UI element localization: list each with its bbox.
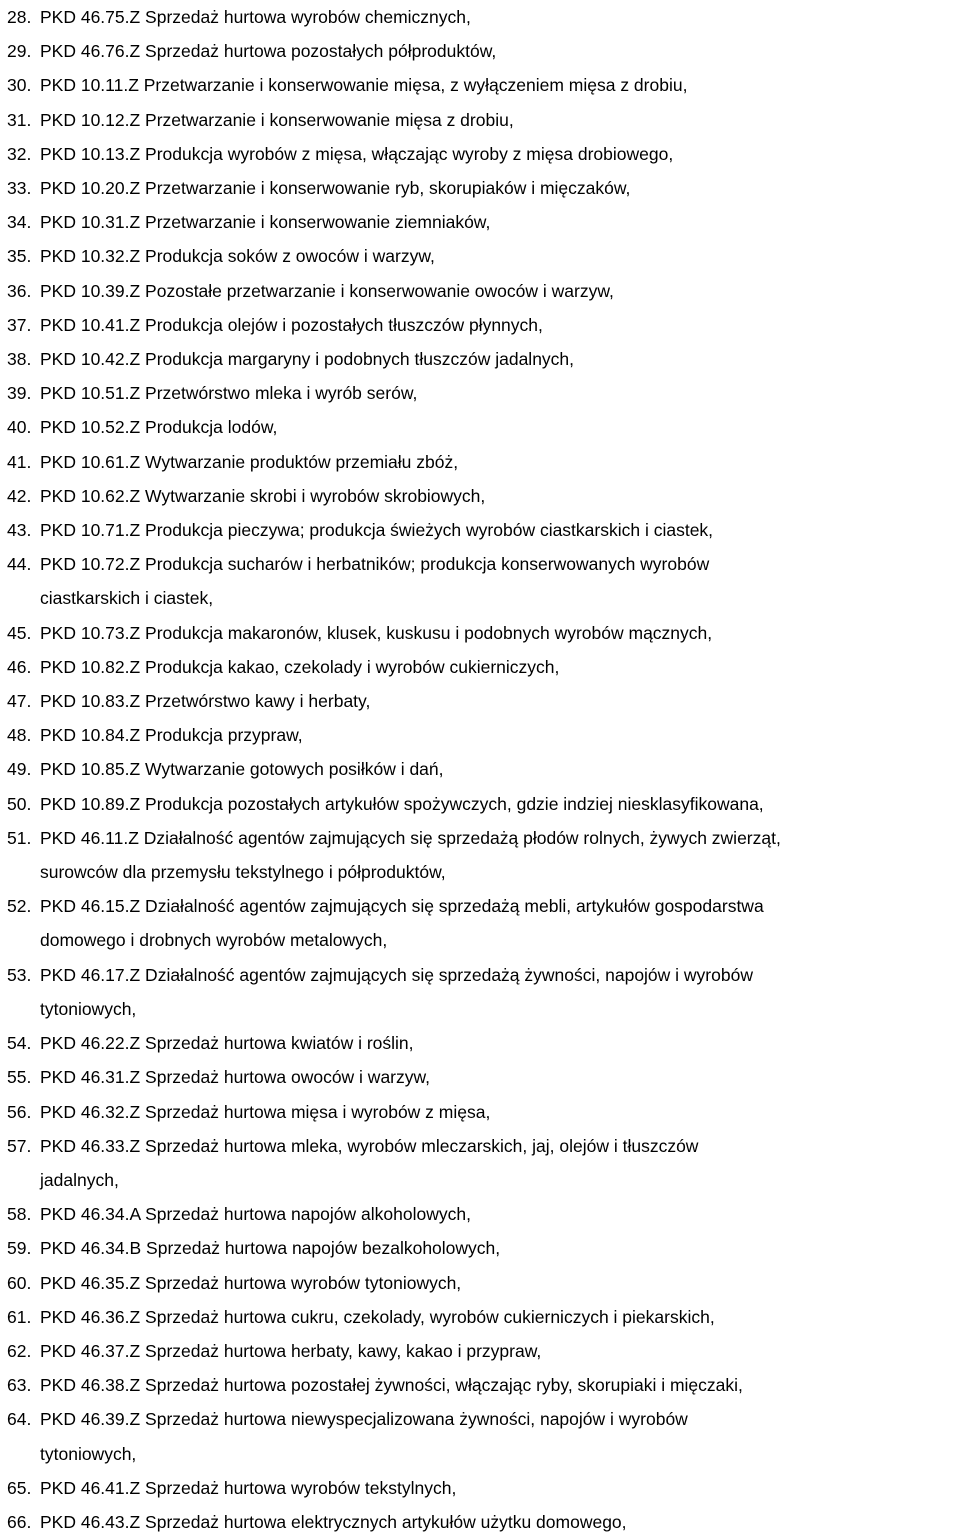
list-item-number: 43. <box>7 520 32 541</box>
list-item-text-line: PKD 10.20.Z Przetwarzanie i konserwowanie ryb, skorupiaków i mięczaków, <box>40 178 631 199</box>
list-item-text <box>40 1026 954 1060</box>
list-item-number: 48. <box>7 725 32 746</box>
list-item-text <box>40 821 954 889</box>
list-item <box>7 103 959 137</box>
list-item <box>7 479 959 513</box>
list-item <box>7 205 959 239</box>
list-item-number: 36. <box>7 280 32 301</box>
list-item-text-line: PKD 46.34.B Sprzedaż hurtowa napojów bezalkoholowych, <box>40 1238 501 1259</box>
list-item-text-line: PKD 10.61.Z Wytwarzanie produktów przemiału zbóż, <box>40 451 459 472</box>
list-item-text <box>40 1197 954 1231</box>
list-item-text <box>40 1060 954 1094</box>
list-item-text-line: PKD 10.51.Z Przetwórstwo mleka i wyrób serów, <box>40 383 418 404</box>
list-item-number: 65. <box>7 1477 32 1498</box>
list-item-text <box>40 342 954 376</box>
list-item <box>7 1231 959 1265</box>
list-item-text <box>40 103 954 137</box>
list-item-text-line: PKD 46.75.Z Sprzedaż hurtowa wyrobów chemicznych, <box>40 7 471 27</box>
list-item <box>7 308 959 342</box>
list-item-text-line: PKD 10.11.Z Przetwarzanie i konserwowanie mięsa, z wyłączeniem mięsa z drobiu, <box>40 75 688 96</box>
list-item-text-line: ciastkarskich i ciastek, <box>40 588 214 609</box>
list-item-text <box>40 787 954 821</box>
list-item <box>7 718 959 752</box>
list-item-text <box>40 684 954 718</box>
list-item-text-line: PKD 46.32.Z Sprzedaż hurtowa mięsa i wyrobów z mięsa, <box>40 1101 491 1122</box>
list-item-text-line: tytoniowych, <box>40 998 137 1019</box>
list-item <box>7 0 959 34</box>
list-item-text-line: domowego i drobnych wyrobów metalowych, <box>40 930 388 951</box>
list-item-text <box>40 1471 954 1505</box>
list-item-text <box>40 68 954 102</box>
list-item-text-line: PKD 10.82.Z Produkcja kakao, czekolady i wyrobów cukierniczych, <box>40 656 560 677</box>
list-item <box>7 513 959 547</box>
list-item-text <box>40 718 954 752</box>
list-item <box>7 1026 959 1060</box>
list-item-text-line: jadalnych, <box>40 1169 119 1190</box>
list-item <box>7 616 959 650</box>
list-item-text-line: PKD 10.89.Z Produkcja pozostałych artykułów spożywczych, gdzie indziej niesklasyfikowana, <box>40 793 764 814</box>
list-item-text-line: PKD 46.31.Z Sprzedaż hurtowa owoców i warzyw, <box>40 1067 431 1088</box>
list-item-number: 54. <box>7 1033 32 1054</box>
list-item-number: 39. <box>7 383 32 404</box>
list-item-text <box>40 410 954 444</box>
list-item-text-line: PKD 10.52.Z Produkcja lodów, <box>40 417 278 438</box>
list-item-number: 63. <box>7 1375 32 1396</box>
list-item <box>7 1471 959 1505</box>
list-item-number: 45. <box>7 622 32 643</box>
list-item-text <box>40 547 954 615</box>
list-item-text <box>40 34 954 68</box>
list-item-text <box>40 239 954 273</box>
list-item <box>7 410 959 444</box>
list-item-text <box>40 752 954 786</box>
list-item-text-line: PKD 46.35.Z Sprzedaż hurtowa wyrobów tytoniowych, <box>40 1272 462 1293</box>
list-item-number: 64. <box>7 1409 32 1430</box>
list-item <box>7 68 959 102</box>
list-item-number: 50. <box>7 793 32 814</box>
list-item-number: 33. <box>7 178 32 199</box>
list-item-number: 46. <box>7 656 32 677</box>
list-item-text <box>40 958 954 1026</box>
list-item-text-line: PKD 10.13.Z Produkcja wyrobów z mięsa, włączając wyroby z mięsa drobiowego, <box>40 143 674 164</box>
list-item-text-line: tytoniowych, <box>40 1443 137 1464</box>
list-item-text <box>40 308 954 342</box>
list-item-text-line: PKD 10.83.Z Przetwórstwo kawy i herbaty, <box>40 691 371 712</box>
list-item <box>7 547 959 615</box>
list-item <box>7 376 959 410</box>
list-item-number: 60. <box>7 1272 32 1293</box>
list-item-text-line: PKD 46.36.Z Sprzedaż hurtowa cukru, czekolady, wyrobów cukierniczych i piekarskich, <box>40 1306 715 1327</box>
list-item-text <box>40 616 954 650</box>
list-item-number: 30. <box>7 75 32 96</box>
list-item <box>7 1334 959 1368</box>
list-item-text-line: PKD 46.11.Z Działalność agentów zajmujących się sprzedażą płodów rolnych, żywych zwierząt, <box>40 827 781 848</box>
list-item <box>7 445 959 479</box>
list-item-number: 53. <box>7 964 32 985</box>
list-item-text <box>40 1266 954 1300</box>
list-item <box>7 34 959 68</box>
list-item-text-line: PKD 46.43.Z Sprzedaż hurtowa elektrycznych artykułów użytku domowego, <box>40 1511 627 1532</box>
list-item-number: 57. <box>7 1135 32 1156</box>
list-item-number: 40. <box>7 417 32 438</box>
list-item-number: 59. <box>7 1238 32 1259</box>
list-item-text-line: PKD 46.17.Z Działalność agentów zajmujących się sprzedażą żywności, napojów i wyrobów <box>40 964 753 985</box>
list-item-number: 58. <box>7 1204 32 1225</box>
list-item-number: 28. <box>7 7 32 27</box>
list-item-text <box>40 1095 954 1129</box>
list-item-number: 62. <box>7 1340 32 1361</box>
list-item-text <box>40 889 954 957</box>
list-item-text <box>40 1300 954 1334</box>
list-item <box>7 137 959 171</box>
list-item-text-line: PKD 10.31.Z Przetwarzanie i konserwowanie ziemniaków, <box>40 212 491 233</box>
list-item-text <box>40 1334 954 1368</box>
list-item-number: 41. <box>7 451 32 472</box>
list-item-text-line: PKD 46.22.Z Sprzedaż hurtowa kwiatów i roślin, <box>40 1033 414 1054</box>
list-item <box>7 1402 959 1470</box>
list-item-number: 31. <box>7 109 32 130</box>
list-item-text <box>40 1368 954 1402</box>
list-item-text <box>40 479 954 513</box>
list-item-number: 32. <box>7 143 32 164</box>
pkd-code-list <box>7 0 959 1539</box>
list-item-text <box>40 513 954 547</box>
list-item-text-line: PKD 46.37.Z Sprzedaż hurtowa herbaty, kawy, kakao i przypraw, <box>40 1340 542 1361</box>
list-item <box>7 958 959 1026</box>
list-item-text-line: PKD 46.34.A Sprzedaż hurtowa napojów alkoholowych, <box>40 1204 471 1225</box>
list-item-text-line: PKD 46.39.Z Sprzedaż hurtowa niewyspecjalizowana żywności, napojów i wyrobów <box>40 1409 688 1430</box>
list-item-number: 47. <box>7 691 32 712</box>
list-item-number: 61. <box>7 1306 32 1327</box>
list-item <box>7 1300 959 1334</box>
list-item-text-line: surowców dla przemysłu tekstylnego i półproduktów, <box>40 862 446 883</box>
list-item-text-line: PKD 46.15.Z Działalność agentów zajmujących się sprzedażą mebli, artykułów gospodarstwa <box>40 896 764 917</box>
list-item-text <box>40 171 954 205</box>
list-item <box>7 171 959 205</box>
list-item-text-line: PKD 10.72.Z Produkcja sucharów i herbatników; produkcja konserwowanych wyrobów <box>40 554 710 575</box>
list-item-text-line: PKD 46.76.Z Sprzedaż hurtowa pozostałych półproduktów, <box>40 41 497 62</box>
list-item <box>7 1060 959 1094</box>
list-item <box>7 1095 959 1129</box>
list-item-number: 34. <box>7 212 32 233</box>
list-item-number: 56. <box>7 1101 32 1122</box>
list-item <box>7 821 959 889</box>
list-item <box>7 239 959 273</box>
list-item <box>7 274 959 308</box>
list-item-number: 42. <box>7 485 32 506</box>
list-item-text <box>40 205 954 239</box>
list-item-text-line: PKD 46.38.Z Sprzedaż hurtowa pozostałej żywności, włączając ryby, skorupiaki i mięczaki, <box>40 1375 743 1396</box>
list-item-number: 51. <box>7 827 32 848</box>
list-item-text <box>40 445 954 479</box>
list-item-text-line: PKD 10.32.Z Produkcja soków z owoców i warzyw, <box>40 246 435 267</box>
list-item-text-line: PKD 10.39.Z Pozostałe przetwarzanie i konserwowanie owoców i warzyw, <box>40 280 614 301</box>
list-item-text <box>40 1402 954 1470</box>
list-item-number: 66. <box>7 1511 32 1532</box>
list-item-text <box>40 0 954 34</box>
list-item <box>7 889 959 957</box>
list-item <box>7 1368 959 1402</box>
list-item <box>7 787 959 821</box>
list-item-text-line: PKD 46.33.Z Sprzedaż hurtowa mleka, wyrobów mleczarskich, jaj, olejów i tłuszczów <box>40 1135 699 1156</box>
list-item-number: 29. <box>7 41 32 62</box>
list-item-number: 49. <box>7 759 32 780</box>
list-item-text-line: PKD 10.85.Z Wytwarzanie gotowych posiłków i dań, <box>40 759 444 780</box>
list-item <box>7 1197 959 1231</box>
list-item-number: 44. <box>7 554 32 575</box>
list-item-text-line: PKD 10.73.Z Produkcja makaronów, klusek, kuskusu i podobnych wyrobów mącznych, <box>40 622 713 643</box>
list-item <box>7 684 959 718</box>
list-item-number: 37. <box>7 314 32 335</box>
list-item-number: 35. <box>7 246 32 267</box>
list-item <box>7 650 959 684</box>
list-item-text-line: PKD 10.12.Z Przetwarzanie i konserwowanie mięsa z drobiu, <box>40 109 514 130</box>
list-item-text-line: PKD 10.84.Z Produkcja przypraw, <box>40 725 303 746</box>
list-item-text <box>40 376 954 410</box>
list-item <box>7 1266 959 1300</box>
list-item-text <box>40 1129 954 1197</box>
list-item-text <box>40 137 954 171</box>
list-item-text-line: PKD 10.62.Z Wytwarzanie skrobi i wyrobów skrobiowych, <box>40 485 486 506</box>
list-item <box>7 752 959 786</box>
list-item-text-line: PKD 10.42.Z Produkcja margaryny i podobnych tłuszczów jadalnych, <box>40 349 575 370</box>
list-item-text-line: PKD 10.71.Z Produkcja pieczywa; produkcja świeżych wyrobów ciastkarskich i ciastek, <box>40 520 714 541</box>
list-item-text <box>40 274 954 308</box>
list-item-number: 55. <box>7 1067 32 1088</box>
list-item-text <box>40 1231 954 1265</box>
list-item-text-line: PKD 46.41.Z Sprzedaż hurtowa wyrobów tekstylnych, <box>40 1477 457 1498</box>
list-item <box>7 342 959 376</box>
list-item-text <box>40 650 954 684</box>
list-item-text-line: PKD 10.41.Z Produkcja olejów i pozostałych tłuszczów płynnych, <box>40 314 543 335</box>
list-item-number: 52. <box>7 896 32 917</box>
list-item <box>7 1129 959 1197</box>
list-item-number: 38. <box>7 349 32 370</box>
